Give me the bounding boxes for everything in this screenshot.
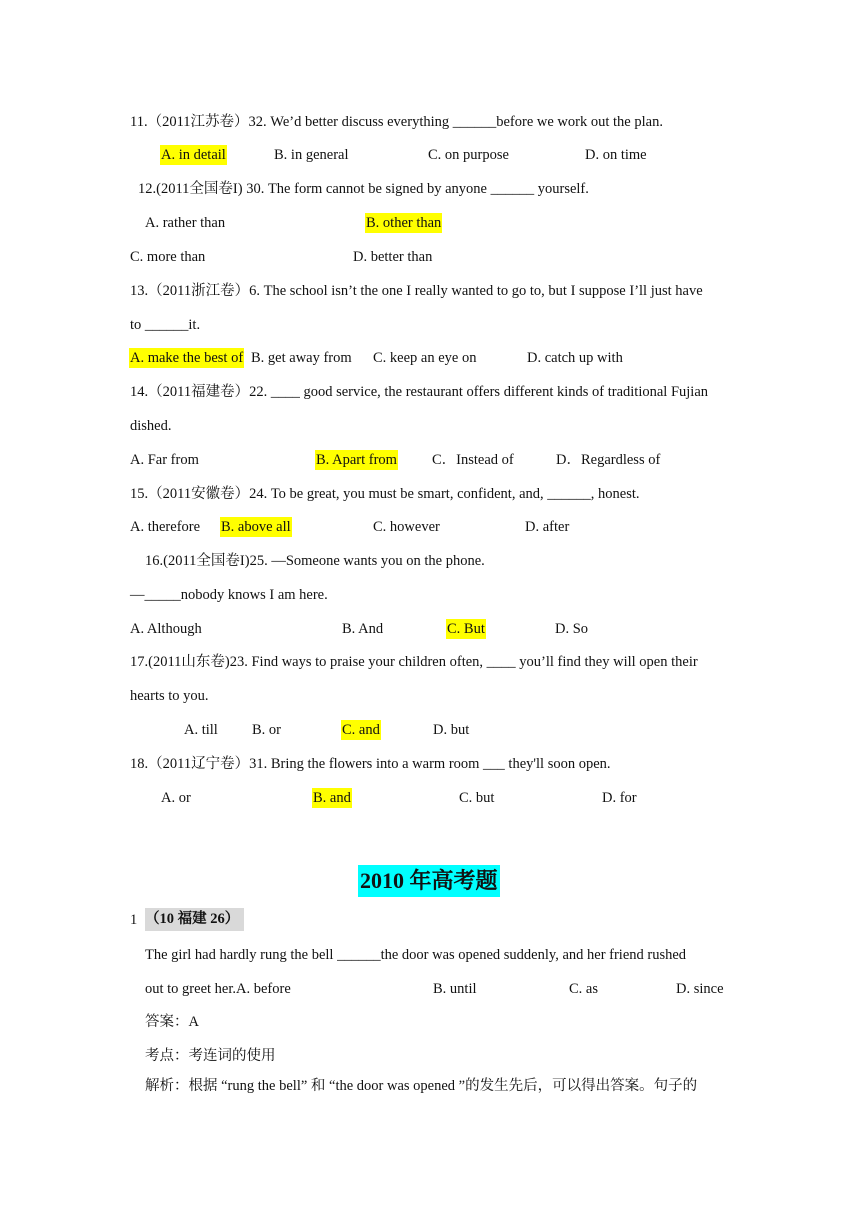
question-18-option-d: D. for (602, 790, 637, 806)
question-12-stem: 12.(2011全国卷I) 30. The form cannot be signed by anyone ______ yourself. (138, 181, 589, 197)
question-13-option-b: B. get away from (251, 350, 352, 366)
question-1-source-tag: （10 福建 26） (145, 908, 244, 931)
question-12-option-d: D. better than (353, 249, 433, 265)
question-1-option-b: B. until (433, 981, 477, 997)
question-17-option-a: A. till (184, 722, 218, 738)
question-1-option-c: C. as (569, 981, 598, 997)
question-12-option-a: A. rather than (145, 215, 226, 231)
question-17-stem-line1: 17.(2011山东卷)23. Find ways to praise your children often, ____ you’ll find they will open their (130, 654, 698, 670)
question-1-point: 考点：考连词的使用 (145, 1048, 276, 1064)
question-16-option-b: B. And (342, 621, 384, 637)
question-13-option-d: D. catch up with (527, 350, 623, 366)
question-17-option-d: D. but (433, 722, 470, 738)
question-1-number: 1 (130, 912, 138, 928)
question-1-stem-line1: The girl had hardly rung the bell ______the door was opened suddenly, and her friend rushed (145, 947, 687, 963)
question-18-option-a: A. or (161, 790, 191, 806)
question-12-option-c: C. more than (130, 249, 206, 265)
question-13-option-a-answer: A. make the best of (130, 350, 244, 366)
question-11-option-a-answer: A. in detail (161, 147, 226, 163)
question-1-option-d: D. since (676, 981, 724, 997)
question-14-option-b-answer: B. Apart from (316, 452, 397, 468)
question-17-option-c-answer: C. and (342, 722, 380, 738)
question-17-stem-line2: hearts to you. (130, 688, 209, 704)
question-1-stem-line2: out to greet her.A. before (145, 981, 291, 997)
question-18-stem: 18.（2011辽宁卷）31. Bring the flowers into a warm room ___ they'll soon open. (130, 756, 611, 772)
question-11-option-d: D. on time (585, 147, 647, 163)
question-13-stem-line1: 13.（2011浙江卷）6. The school isn’t the one I really wanted to go to, but I suppose I’ll just have (130, 283, 703, 299)
question-14-option-c: C．Instead of (432, 452, 514, 468)
question-16-option-c-answer: C. But (447, 621, 485, 637)
question-14-stem-line1: 14.（2011福建卷）22. ____ good service, the restaurant offers different kinds of traditional Fujian (130, 384, 709, 400)
question-13-option-c: C. keep an eye on (373, 350, 477, 366)
question-14-stem-line2: dished. (130, 418, 172, 434)
question-14-option-d: D．Regardless of (556, 452, 661, 468)
question-15-option-d: D. after (525, 519, 570, 535)
question-11-option-b: B. in general (274, 147, 349, 163)
question-17-option-b: B. or (252, 722, 281, 738)
question-18-option-c: C. but (459, 790, 495, 806)
question-15-option-b-answer: B. above all (221, 519, 291, 535)
question-1-answer: 答案：A (145, 1014, 199, 1030)
question-12-option-b-answer: B. other than (366, 215, 442, 231)
question-16-stem-line1: 16.(2011全国卷I)25. —Someone wants you on the phone. (145, 553, 485, 569)
question-16-stem-line2: —_____nobody knows I am here. (130, 587, 328, 603)
section-title: 2010 年高考题 (358, 865, 500, 897)
question-15-option-a: A. therefore (130, 519, 201, 535)
question-16-option-d: D. So (555, 621, 589, 637)
question-15-option-c: C. however (373, 519, 440, 535)
question-11-stem: 11.（2011江苏卷）32. We’d better discuss everything ______before we work out the plan. (130, 114, 663, 130)
question-1-analysis: 解析：根据 “rung the bell” 和 “the door was opened ”的发生先后，可以得出答案。句子的 (145, 1078, 698, 1094)
question-11-option-c: C. on purpose (428, 147, 509, 163)
question-18-option-b-answer: B. and (313, 790, 351, 806)
question-13-stem-line2: to ______it. (130, 317, 201, 333)
question-14-option-a: A. Far from (130, 452, 199, 468)
question-16-option-a: A. Although (130, 621, 202, 637)
question-15-stem: 15.（2011安徽卷）24. To be great, you must be smart, confident, and, ______, honest. (130, 486, 640, 502)
